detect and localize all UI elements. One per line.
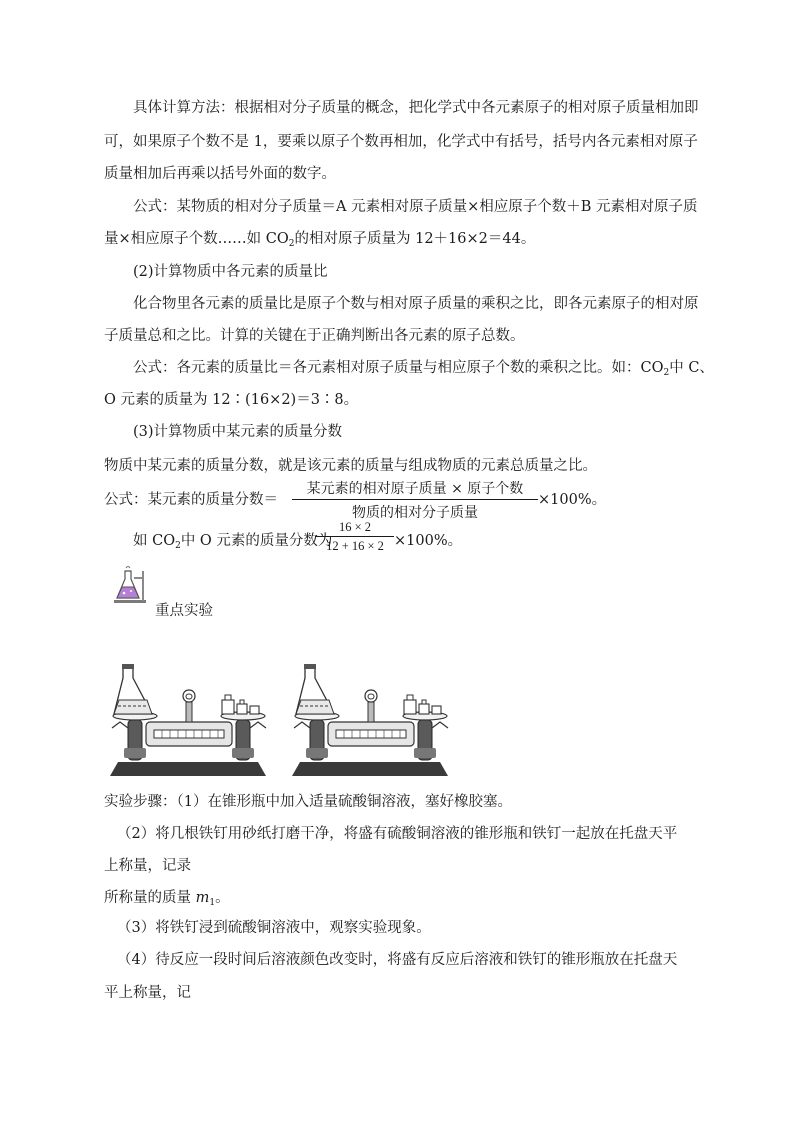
formula3-numerator: 某元素的相对原子质量 × 原子个数 xyxy=(292,478,538,500)
example-prefix xyxy=(133,531,333,551)
example-fraction xyxy=(316,520,394,554)
formula3-prefix: 公式：某元素的质量分数＝ xyxy=(104,492,278,508)
section-title: 重点实验 xyxy=(155,603,213,619)
balance-scale-left xyxy=(110,664,266,776)
formula2-line-2: O 元素的质量为 12∶(16×2)＝3∶8。 xyxy=(104,392,359,408)
flask-on-stand-icon xyxy=(112,565,152,605)
example-suffix: ×100%。 xyxy=(394,533,463,549)
step-2-text-b: 。 xyxy=(215,890,230,906)
formula1-line-1: 公式：某物质的相对分子质量＝A 元素相对原子质量×相应原子个数＋B 元素相对原子质 xyxy=(133,199,698,215)
ratio-text-line-1: 化合物里各元素的质量比是原子个数与相对原子质量的乘积之比，即各元素原子的相对原 xyxy=(133,296,699,312)
co2-subscript: 2 xyxy=(288,239,295,249)
step-4-line-2: 平上称量，记 xyxy=(104,985,191,1001)
formula2-text-a: 公式：各元素的质量比＝各元素相对原子质量与相应原子个数的乘积之比。如：CO xyxy=(133,360,664,376)
method-text-line-3: 质量相加后再乘以括号外面的数字。 xyxy=(104,166,336,182)
step-2-line-1: （2）将几根铁钉用砂纸打磨干净，将盛有硫酸铜溶液的锥形瓶和铁钉一起放在托盘天平 xyxy=(117,826,678,842)
method-text-line-1: 具体计算方法：根据相对分子质量的概念，把化学式中各元素原子的相对原子质量相加即 xyxy=(133,100,699,116)
example-numerator: 16 × 2 xyxy=(316,520,394,537)
co2-subscript: 2 xyxy=(663,368,670,378)
step-3: （3）将铁钉浸到硫酸铜溶液中，观察实验现象。 xyxy=(117,920,431,936)
formula1-text-b: 的相对原子质量为 12＋16×2＝44。 xyxy=(294,231,536,247)
example-denominator: 12 + 16 × 2 xyxy=(326,539,384,553)
step-2-text-a: 所称量的质量 xyxy=(104,890,196,906)
step-1: 实验步骤：（1）在锥形瓶中加入适量硫酸铜溶液，塞好橡胶塞。 xyxy=(104,794,512,810)
co2-subscript: 2 xyxy=(175,541,181,551)
method-text-line-2: 可，如果原子个数不是 1，要乘以原子个数再相加，化学式中有括号，括号内各元素相对原子 xyxy=(104,134,698,150)
formula1-text-a: 量×相应原子个数……如 CO xyxy=(104,231,289,247)
balance-scale-right xyxy=(292,664,448,776)
step-2-line-3 xyxy=(104,888,724,908)
formula3-fraction xyxy=(292,478,538,522)
mass-subscript: 1 xyxy=(209,898,216,908)
formula3-denominator: 物质的相对分子质量 xyxy=(352,505,478,521)
step-4-line-1: （4）待反应一段时间后溶液颜色改变时，将盛有反应后溶液和铁钉的锥形瓶放在托盘天 xyxy=(117,952,678,968)
example-text-b: 中 O 元素的质量分数为 xyxy=(180,533,333,549)
formula2-line-1 xyxy=(133,358,753,378)
formula2-text-b: 中 C、 xyxy=(669,360,714,376)
balance-scales-figure xyxy=(108,658,520,783)
formula3-suffix: ×100%。 xyxy=(538,492,607,508)
ratio-text-line-2: 子质量总和之比。计算的关键在于正确判断出各元素的原子总数。 xyxy=(104,328,525,344)
section-heading-3: (3)计算物质中某元素的质量分数 xyxy=(133,424,343,440)
example-text-a: 如 CO xyxy=(133,533,176,549)
step-2-line-2: 上称量，记录 xyxy=(104,858,191,874)
mass-variable: m xyxy=(195,890,210,906)
formula1-line-2 xyxy=(104,229,724,249)
section-heading-2: (2)计算物质中各元素的质量比 xyxy=(133,264,328,280)
mass-fraction-definition: 物质中某元素的质量分数，就是该元素的质量与组成物质的元素总质量之比。 xyxy=(104,458,597,474)
